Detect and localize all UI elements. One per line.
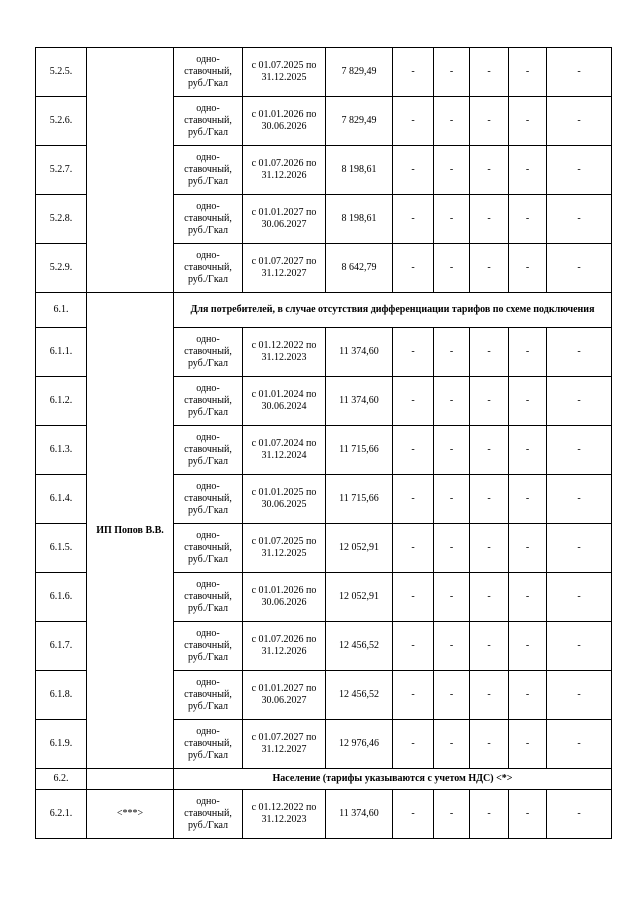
tariff-unit: одно-ставочный, руб./Гкал (174, 720, 243, 769)
tariff-unit: одно-ставочный, руб./Гкал (174, 195, 243, 244)
row-number: 6.1.7. (36, 622, 87, 671)
empty-value-dash: - (434, 622, 470, 671)
empty-value-dash: - (393, 573, 434, 622)
empty-value-dash: - (509, 720, 547, 769)
empty-value-dash: - (434, 573, 470, 622)
row-number: 5.2.6. (36, 97, 87, 146)
empty-value-dash: - (470, 720, 509, 769)
empty-value-dash: - (509, 244, 547, 293)
empty-value-dash: - (509, 48, 547, 97)
row-number: 6.1.8. (36, 671, 87, 720)
tariff-value: 11 715,66 (326, 426, 393, 475)
row-number: 6.1.1. (36, 328, 87, 377)
empty-value-dash: - (547, 671, 612, 720)
row-number: 6.1.4. (36, 475, 87, 524)
row-number: 5.2.8. (36, 195, 87, 244)
tariff-period: с 01.12.2022 по 31.12.2023 (243, 328, 326, 377)
empty-value-dash: - (470, 146, 509, 195)
tariff-row (36, 48, 612, 97)
tariff-period: с 01.01.2027 по 30.06.2027 (243, 671, 326, 720)
tariff-unit: одно-ставочный, руб./Гкал (174, 573, 243, 622)
empty-value-dash: - (393, 475, 434, 524)
empty-value-dash: - (470, 475, 509, 524)
tariff-value: 11 374,60 (326, 328, 393, 377)
organization-cell-blank (87, 769, 174, 790)
empty-value-dash: - (547, 97, 612, 146)
empty-value-dash: - (547, 790, 612, 839)
tariff-unit: одно-ставочный, руб./Гкал (174, 524, 243, 573)
tariff-period: с 01.07.2026 по 31.12.2026 (243, 622, 326, 671)
empty-value-dash: - (393, 377, 434, 426)
empty-value-dash: - (434, 524, 470, 573)
tariff-period: с 01.01.2024 по 30.06.2024 (243, 377, 326, 426)
tariff-period: с 01.01.2025 по 30.06.2025 (243, 475, 326, 524)
empty-value-dash: - (434, 195, 470, 244)
tariff-period: с 01.07.2025 по 31.12.2025 (243, 524, 326, 573)
tariff-value: 12 052,91 (326, 524, 393, 573)
tariff-unit: одно-ставочный, руб./Гкал (174, 622, 243, 671)
tariff-period: с 01.01.2026 по 30.06.2026 (243, 97, 326, 146)
row-number: 6.1.5. (36, 524, 87, 573)
empty-value-dash: - (434, 720, 470, 769)
tariff-value: 8 198,61 (326, 195, 393, 244)
tariff-period: с 01.07.2026 по 31.12.2026 (243, 146, 326, 195)
tariff-period: с 01.01.2026 по 30.06.2026 (243, 573, 326, 622)
empty-value-dash: - (393, 48, 434, 97)
empty-value-dash: - (470, 524, 509, 573)
empty-value-dash: - (470, 573, 509, 622)
row-number: 6.1.3. (36, 426, 87, 475)
tariff-value: 8 642,79 (326, 244, 393, 293)
empty-value-dash: - (470, 48, 509, 97)
empty-value-dash: - (434, 48, 470, 97)
tariff-table (35, 47, 612, 839)
empty-value-dash: - (434, 328, 470, 377)
empty-value-dash: - (509, 475, 547, 524)
tariff-unit: одно-ставочный, руб./Гкал (174, 671, 243, 720)
empty-value-dash: - (470, 671, 509, 720)
empty-value-dash: - (509, 97, 547, 146)
tariff-value: 7 829,49 (326, 97, 393, 146)
tariff-table-body (36, 48, 612, 839)
empty-value-dash: - (547, 195, 612, 244)
empty-value-dash: - (393, 720, 434, 769)
section-header-row (36, 293, 612, 328)
empty-value-dash: - (470, 244, 509, 293)
empty-value-dash: - (547, 146, 612, 195)
empty-value-dash: - (393, 146, 434, 195)
tariff-value: 7 829,49 (326, 48, 393, 97)
empty-value-dash: - (434, 426, 470, 475)
tariff-value: 12 052,91 (326, 573, 393, 622)
empty-value-dash: - (547, 328, 612, 377)
empty-value-dash: - (547, 573, 612, 622)
row-number: 6.2.1. (36, 790, 87, 839)
tariff-value: 12 976,46 (326, 720, 393, 769)
empty-value-dash: - (434, 97, 470, 146)
empty-value-dash: - (393, 328, 434, 377)
empty-value-dash: - (470, 790, 509, 839)
empty-value-dash: - (547, 244, 612, 293)
empty-value-dash: - (509, 426, 547, 475)
tariff-period: с 01.12.2022 по 31.12.2023 (243, 790, 326, 839)
empty-value-dash: - (509, 195, 547, 244)
empty-value-dash: - (434, 377, 470, 426)
tariff-period: с 01.07.2027 по 31.12.2027 (243, 720, 326, 769)
organization-cell-empty (87, 48, 174, 293)
tariff-unit: одно-ставочный, руб./Гкал (174, 146, 243, 195)
empty-value-dash: - (470, 195, 509, 244)
empty-value-dash: - (434, 146, 470, 195)
empty-value-dash: - (470, 97, 509, 146)
section-number: 6.2. (36, 769, 87, 790)
row-number: 6.1.9. (36, 720, 87, 769)
row-number: 5.2.9. (36, 244, 87, 293)
empty-value-dash: - (509, 622, 547, 671)
empty-value-dash: - (509, 377, 547, 426)
empty-value-dash: - (434, 671, 470, 720)
empty-value-dash: - (393, 426, 434, 475)
tariff-unit: одно-ставочный, руб./Гкал (174, 328, 243, 377)
empty-value-dash: - (509, 328, 547, 377)
empty-value-dash: - (509, 671, 547, 720)
tariff-unit: одно-ставочный, руб./Гкал (174, 475, 243, 524)
tariff-value: 11 374,60 (326, 790, 393, 839)
empty-value-dash: - (393, 195, 434, 244)
empty-value-dash: - (547, 48, 612, 97)
empty-value-dash: - (393, 622, 434, 671)
empty-value-dash: - (470, 426, 509, 475)
empty-value-dash: - (547, 524, 612, 573)
tariff-period: с 01.07.2027 по 31.12.2027 (243, 244, 326, 293)
organization-name: ИП Попов В.В. (87, 293, 174, 769)
empty-value-dash: - (393, 671, 434, 720)
tariff-value: 8 198,61 (326, 146, 393, 195)
tariff-table-page (35, 47, 611, 839)
empty-value-dash: - (547, 622, 612, 671)
tariff-unit: одно-ставочный, руб./Гкал (174, 244, 243, 293)
empty-value-dash: - (547, 426, 612, 475)
tariff-unit: одно-ставочный, руб./Гкал (174, 97, 243, 146)
empty-value-dash: - (509, 524, 547, 573)
empty-value-dash: - (434, 790, 470, 839)
empty-value-dash: - (393, 97, 434, 146)
empty-value-dash: - (393, 244, 434, 293)
tariff-unit: одно-ставочный, руб./Гкал (174, 790, 243, 839)
section-number: 6.1. (36, 293, 87, 328)
empty-value-dash: - (470, 328, 509, 377)
empty-value-dash: - (470, 377, 509, 426)
empty-value-dash: - (393, 524, 434, 573)
empty-value-dash: - (509, 790, 547, 839)
empty-value-dash: - (547, 377, 612, 426)
tariff-value: 11 715,66 (326, 475, 393, 524)
tariff-value: 11 374,60 (326, 377, 393, 426)
empty-value-dash: - (434, 244, 470, 293)
empty-value-dash: - (470, 622, 509, 671)
tariff-unit: одно-ставочный, руб./Гкал (174, 48, 243, 97)
tariff-period: с 01.07.2025 по 31.12.2025 (243, 48, 326, 97)
row-number: 5.2.7. (36, 146, 87, 195)
row-number: 6.1.6. (36, 573, 87, 622)
tariff-row (36, 790, 612, 839)
row-number: 6.1.2. (36, 377, 87, 426)
row-number: 5.2.5. (36, 48, 87, 97)
empty-value-dash: - (434, 475, 470, 524)
tariff-unit: одно-ставочный, руб./Гкал (174, 426, 243, 475)
tariff-value: 12 456,52 (326, 622, 393, 671)
section-title: Для потребителей, в случае отсутствия дифференциации тарифов по схеме подключения (174, 293, 612, 328)
tariff-period: с 01.01.2027 по 30.06.2027 (243, 195, 326, 244)
tariff-period: с 01.07.2024 по 31.12.2024 (243, 426, 326, 475)
tariff-value: 12 456,52 (326, 671, 393, 720)
empty-value-dash: - (547, 720, 612, 769)
section-title: Население (тарифы указываются с учетом НДС) <*> (174, 769, 612, 790)
section-header-row (36, 769, 612, 790)
empty-value-dash: - (509, 146, 547, 195)
empty-value-dash: - (509, 573, 547, 622)
organization-footnote-ref: <***> (87, 790, 174, 839)
tariff-unit: одно-ставочный, руб./Гкал (174, 377, 243, 426)
empty-value-dash: - (393, 790, 434, 839)
empty-value-dash: - (547, 475, 612, 524)
